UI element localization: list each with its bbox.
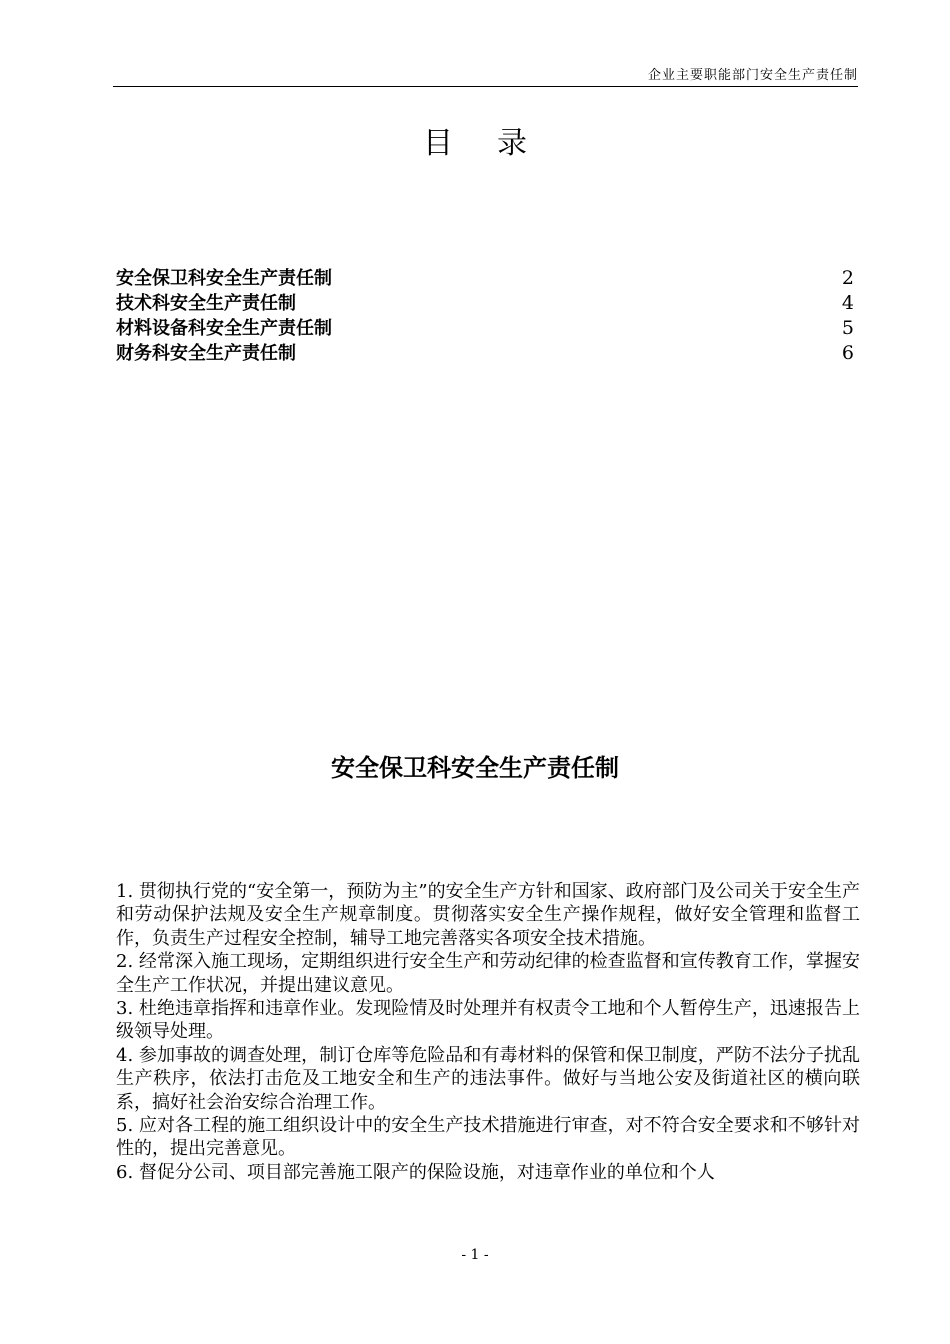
toc-entry-label[interactable]: 财务科安全生产责任制 [116, 343, 296, 364]
section-body [116, 880, 860, 1184]
toc-entry[interactable] [116, 316, 854, 341]
toc-entry[interactable] [116, 291, 854, 316]
toc-entry-page: 4 [841, 292, 854, 314]
toc-entry-page: 2 [841, 267, 854, 289]
toc-entry[interactable] [116, 266, 854, 291]
page-number: - 1 - [461, 1247, 489, 1263]
toc-title-char-2: 录 [497, 126, 527, 161]
toc-entry-label[interactable]: 安全保卫科安全生产责任制 [116, 268, 332, 289]
body-paragraph: 3. 杜绝违章指挥和违章作业。发现险情及时处理并有权责令工地和个人暂停生产，迅速报告上级领导处理。 [116, 998, 860, 1043]
body-paragraph: 1. 贯彻执行党的“安全第一，预防为主”的安全生产方针和国家、政府部门及公司关于安全生产和劳动保护法规及安全生产规章制度。贯彻落实安全生产操作规程，做好安全管理和监督工作，负责生产过程安全控制，辅导工地完善落实各项安全技术措施。 [116, 881, 860, 949]
body-paragraph: 6. 督促分公司、项目部完善施工限产的保险设施，对违章作业的单位和个人 [116, 1161, 715, 1183]
header-rule [113, 86, 858, 87]
section-title: 安全保卫科安全生产责任制 [331, 754, 619, 782]
toc-entry[interactable] [116, 341, 854, 366]
toc-entry-label[interactable]: 技术科安全生产责任制 [116, 293, 296, 314]
toc-entry-label[interactable]: 材料设备科安全生产责任制 [116, 318, 332, 339]
running-header: 企业主要职能部门安全生产责任制 [647, 68, 858, 83]
body-paragraph: 5. 应对各工程的施工组织设计中的安全生产技术措施进行审查，对不符合安全要求和不够针对性的，提出完善意见。 [116, 1115, 860, 1160]
toc-list [116, 266, 854, 366]
toc-title [0, 122, 950, 166]
toc-title-char-1: 目 [423, 126, 453, 161]
body-paragraph: 2. 经常深入施工现场，定期组织进行安全生产和劳动纪律的检查监督和宣传教育工作，掌握安全生产工作状况，并提出建议意见。 [116, 951, 860, 996]
body-paragraph: 4. 参加事故的调查处理，制订仓库等危险品和有毒材料的保管和保卫制度，严防不法分子扰乱生产秩序，依法打击危及工地安全和生产的违法事件。做好与当地公安及街道社区的横向联系，搞好社会治安综合治理工作。 [116, 1044, 860, 1113]
toc-entry-page: 5 [841, 317, 854, 339]
toc-entry-page: 6 [841, 342, 854, 364]
